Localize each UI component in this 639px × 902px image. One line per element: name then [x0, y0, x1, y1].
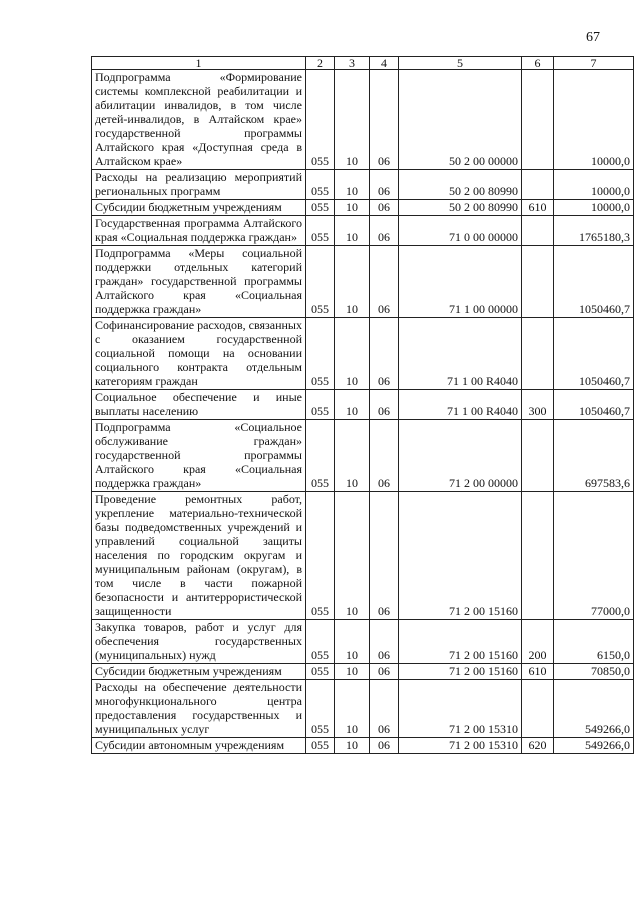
cell-target-article: 71 2 00 15160 — [399, 492, 522, 620]
table-row — [92, 738, 634, 754]
cell-expense-type — [522, 492, 554, 620]
cell-name: Закупка товаров, работ и услуг для обеспечения государственных (муниципальных) нужд — [92, 620, 306, 664]
cell-amount: 1050460,7 — [554, 318, 634, 390]
cell-target-article: 50 2 00 80990 — [399, 170, 522, 200]
cell-subsection: 06 — [370, 390, 399, 420]
cell-amount: 549266,0 — [554, 680, 634, 738]
cell-subsection: 06 — [370, 664, 399, 680]
cell-name: Проведение ремонтных работ, укрепление материально-технической базы подведомственных учреждений и управлений социальной защиты населения по городским округам и муниципальным районам (округам), в том числе в части пожарной безопасности и антитеррористической защищенности — [92, 492, 306, 620]
cell-admin-code: 055 — [306, 200, 335, 216]
header-row — [92, 57, 634, 70]
cell-admin-code: 055 — [306, 620, 335, 664]
cell-subsection: 06 — [370, 620, 399, 664]
cell-expense-type — [522, 420, 554, 492]
cell-section: 10 — [335, 390, 370, 420]
cell-expense-type — [522, 170, 554, 200]
cell-admin-code: 055 — [306, 680, 335, 738]
table-row — [92, 246, 634, 318]
cell-amount: 1050460,7 — [554, 390, 634, 420]
header-col-4: 4 — [370, 57, 399, 70]
cell-target-article: 71 2 00 15160 — [399, 620, 522, 664]
header-col-3: 3 — [335, 57, 370, 70]
cell-target-article: 71 1 00 00000 — [399, 246, 522, 318]
table-row — [92, 318, 634, 390]
cell-target-article: 71 2 00 00000 — [399, 420, 522, 492]
cell-amount: 1050460,7 — [554, 246, 634, 318]
cell-section: 10 — [335, 680, 370, 738]
cell-section: 10 — [335, 664, 370, 680]
table-row — [92, 390, 634, 420]
table-row — [92, 200, 634, 216]
cell-amount: 10000,0 — [554, 170, 634, 200]
cell-amount: 77000,0 — [554, 492, 634, 620]
cell-name: Подпрограмма «Формирование системы комплексной реабилитации и абилитации инвалидов, в том числе детей-инвалидов, в Алтайском крае» государственной программы Алтайского края «Доступная среда в Алтайском крае» — [92, 70, 306, 170]
cell-expense-type: 200 — [522, 620, 554, 664]
cell-admin-code: 055 — [306, 246, 335, 318]
cell-name: Социальное обеспечение и иные выплаты населению — [92, 390, 306, 420]
table-row — [92, 170, 634, 200]
cell-section: 10 — [335, 70, 370, 170]
cell-amount: 549266,0 — [554, 738, 634, 754]
cell-subsection: 06 — [370, 170, 399, 200]
cell-section: 10 — [335, 620, 370, 664]
table-row — [92, 664, 634, 680]
cell-section: 10 — [335, 738, 370, 754]
cell-subsection: 06 — [370, 318, 399, 390]
cell-section: 10 — [335, 200, 370, 216]
cell-subsection: 06 — [370, 70, 399, 170]
cell-expense-type: 300 — [522, 390, 554, 420]
cell-subsection: 06 — [370, 680, 399, 738]
cell-section: 10 — [335, 170, 370, 200]
cell-amount: 6150,0 — [554, 620, 634, 664]
cell-admin-code: 055 — [306, 70, 335, 170]
cell-target-article: 71 1 00 R4040 — [399, 390, 522, 420]
cell-expense-type — [522, 318, 554, 390]
cell-name: Расходы на реализацию мероприятий региональных программ — [92, 170, 306, 200]
cell-name: Субсидии бюджетным учреждениям — [92, 664, 306, 680]
cell-name: Субсидии автономным учреждениям — [92, 738, 306, 754]
cell-name: Субсидии бюджетным учреждениям — [92, 200, 306, 216]
table-row — [92, 680, 634, 738]
cell-admin-code: 055 — [306, 420, 335, 492]
cell-name: Расходы на обеспечение деятельности многофункционального центра предоставления государственных и муниципальных услуг — [92, 680, 306, 738]
cell-target-article: 71 2 00 15160 — [399, 664, 522, 680]
budget-table — [91, 56, 634, 754]
cell-admin-code: 055 — [306, 492, 335, 620]
cell-section: 10 — [335, 420, 370, 492]
cell-subsection: 06 — [370, 246, 399, 318]
header-col-6: 6 — [522, 57, 554, 70]
cell-target-article: 71 1 00 R4040 — [399, 318, 522, 390]
cell-admin-code: 055 — [306, 664, 335, 680]
cell-subsection: 06 — [370, 200, 399, 216]
cell-expense-type — [522, 216, 554, 246]
cell-amount: 10000,0 — [554, 200, 634, 216]
cell-expense-type — [522, 246, 554, 318]
header-col-5: 5 — [399, 57, 522, 70]
cell-amount: 1765180,3 — [554, 216, 634, 246]
table-row — [92, 216, 634, 246]
cell-subsection: 06 — [370, 738, 399, 754]
table-row — [92, 70, 634, 170]
header-col-1: 1 — [92, 57, 306, 70]
cell-name: Подпрограмма «Социальное обслуживание граждан» государственной программы Алтайского края «Социальная поддержка граждан» — [92, 420, 306, 492]
cell-expense-type: 610 — [522, 200, 554, 216]
cell-amount: 697583,6 — [554, 420, 634, 492]
cell-name: Подпрограмма «Меры социальной поддержки отдельных категорий граждан» государственной программы Алтайского края «Социальная поддержка граждан» — [92, 246, 306, 318]
cell-admin-code: 055 — [306, 390, 335, 420]
table-row — [92, 620, 634, 664]
cell-name: Государственная программа Алтайского края «Социальная поддержка граждан» — [92, 216, 306, 246]
cell-subsection: 06 — [370, 492, 399, 620]
cell-target-article: 71 2 00 15310 — [399, 680, 522, 738]
cell-amount: 70850,0 — [554, 664, 634, 680]
cell-section: 10 — [335, 246, 370, 318]
cell-admin-code: 055 — [306, 170, 335, 200]
cell-admin-code: 055 — [306, 738, 335, 754]
cell-target-article: 71 0 00 00000 — [399, 216, 522, 246]
table-row — [92, 420, 634, 492]
cell-target-article: 71 2 00 15310 — [399, 738, 522, 754]
cell-expense-type: 620 — [522, 738, 554, 754]
cell-name: Софинансирование расходов, связанных с оказанием государственной социальной помощи на основании социального контракта отдельным категориям граждан — [92, 318, 306, 390]
page-number: 67 — [586, 30, 600, 45]
cell-amount: 10000,0 — [554, 70, 634, 170]
cell-section: 10 — [335, 318, 370, 390]
cell-section: 10 — [335, 216, 370, 246]
cell-target-article: 50 2 00 80990 — [399, 200, 522, 216]
cell-section: 10 — [335, 492, 370, 620]
cell-subsection: 06 — [370, 216, 399, 246]
cell-admin-code: 055 — [306, 216, 335, 246]
header-col-7: 7 — [554, 57, 634, 70]
header-col-2: 2 — [306, 57, 335, 70]
cell-expense-type — [522, 680, 554, 738]
cell-expense-type: 610 — [522, 664, 554, 680]
table-row — [92, 492, 634, 620]
cell-target-article: 50 2 00 00000 — [399, 70, 522, 170]
cell-admin-code: 055 — [306, 318, 335, 390]
cell-expense-type — [522, 70, 554, 170]
cell-subsection: 06 — [370, 420, 399, 492]
